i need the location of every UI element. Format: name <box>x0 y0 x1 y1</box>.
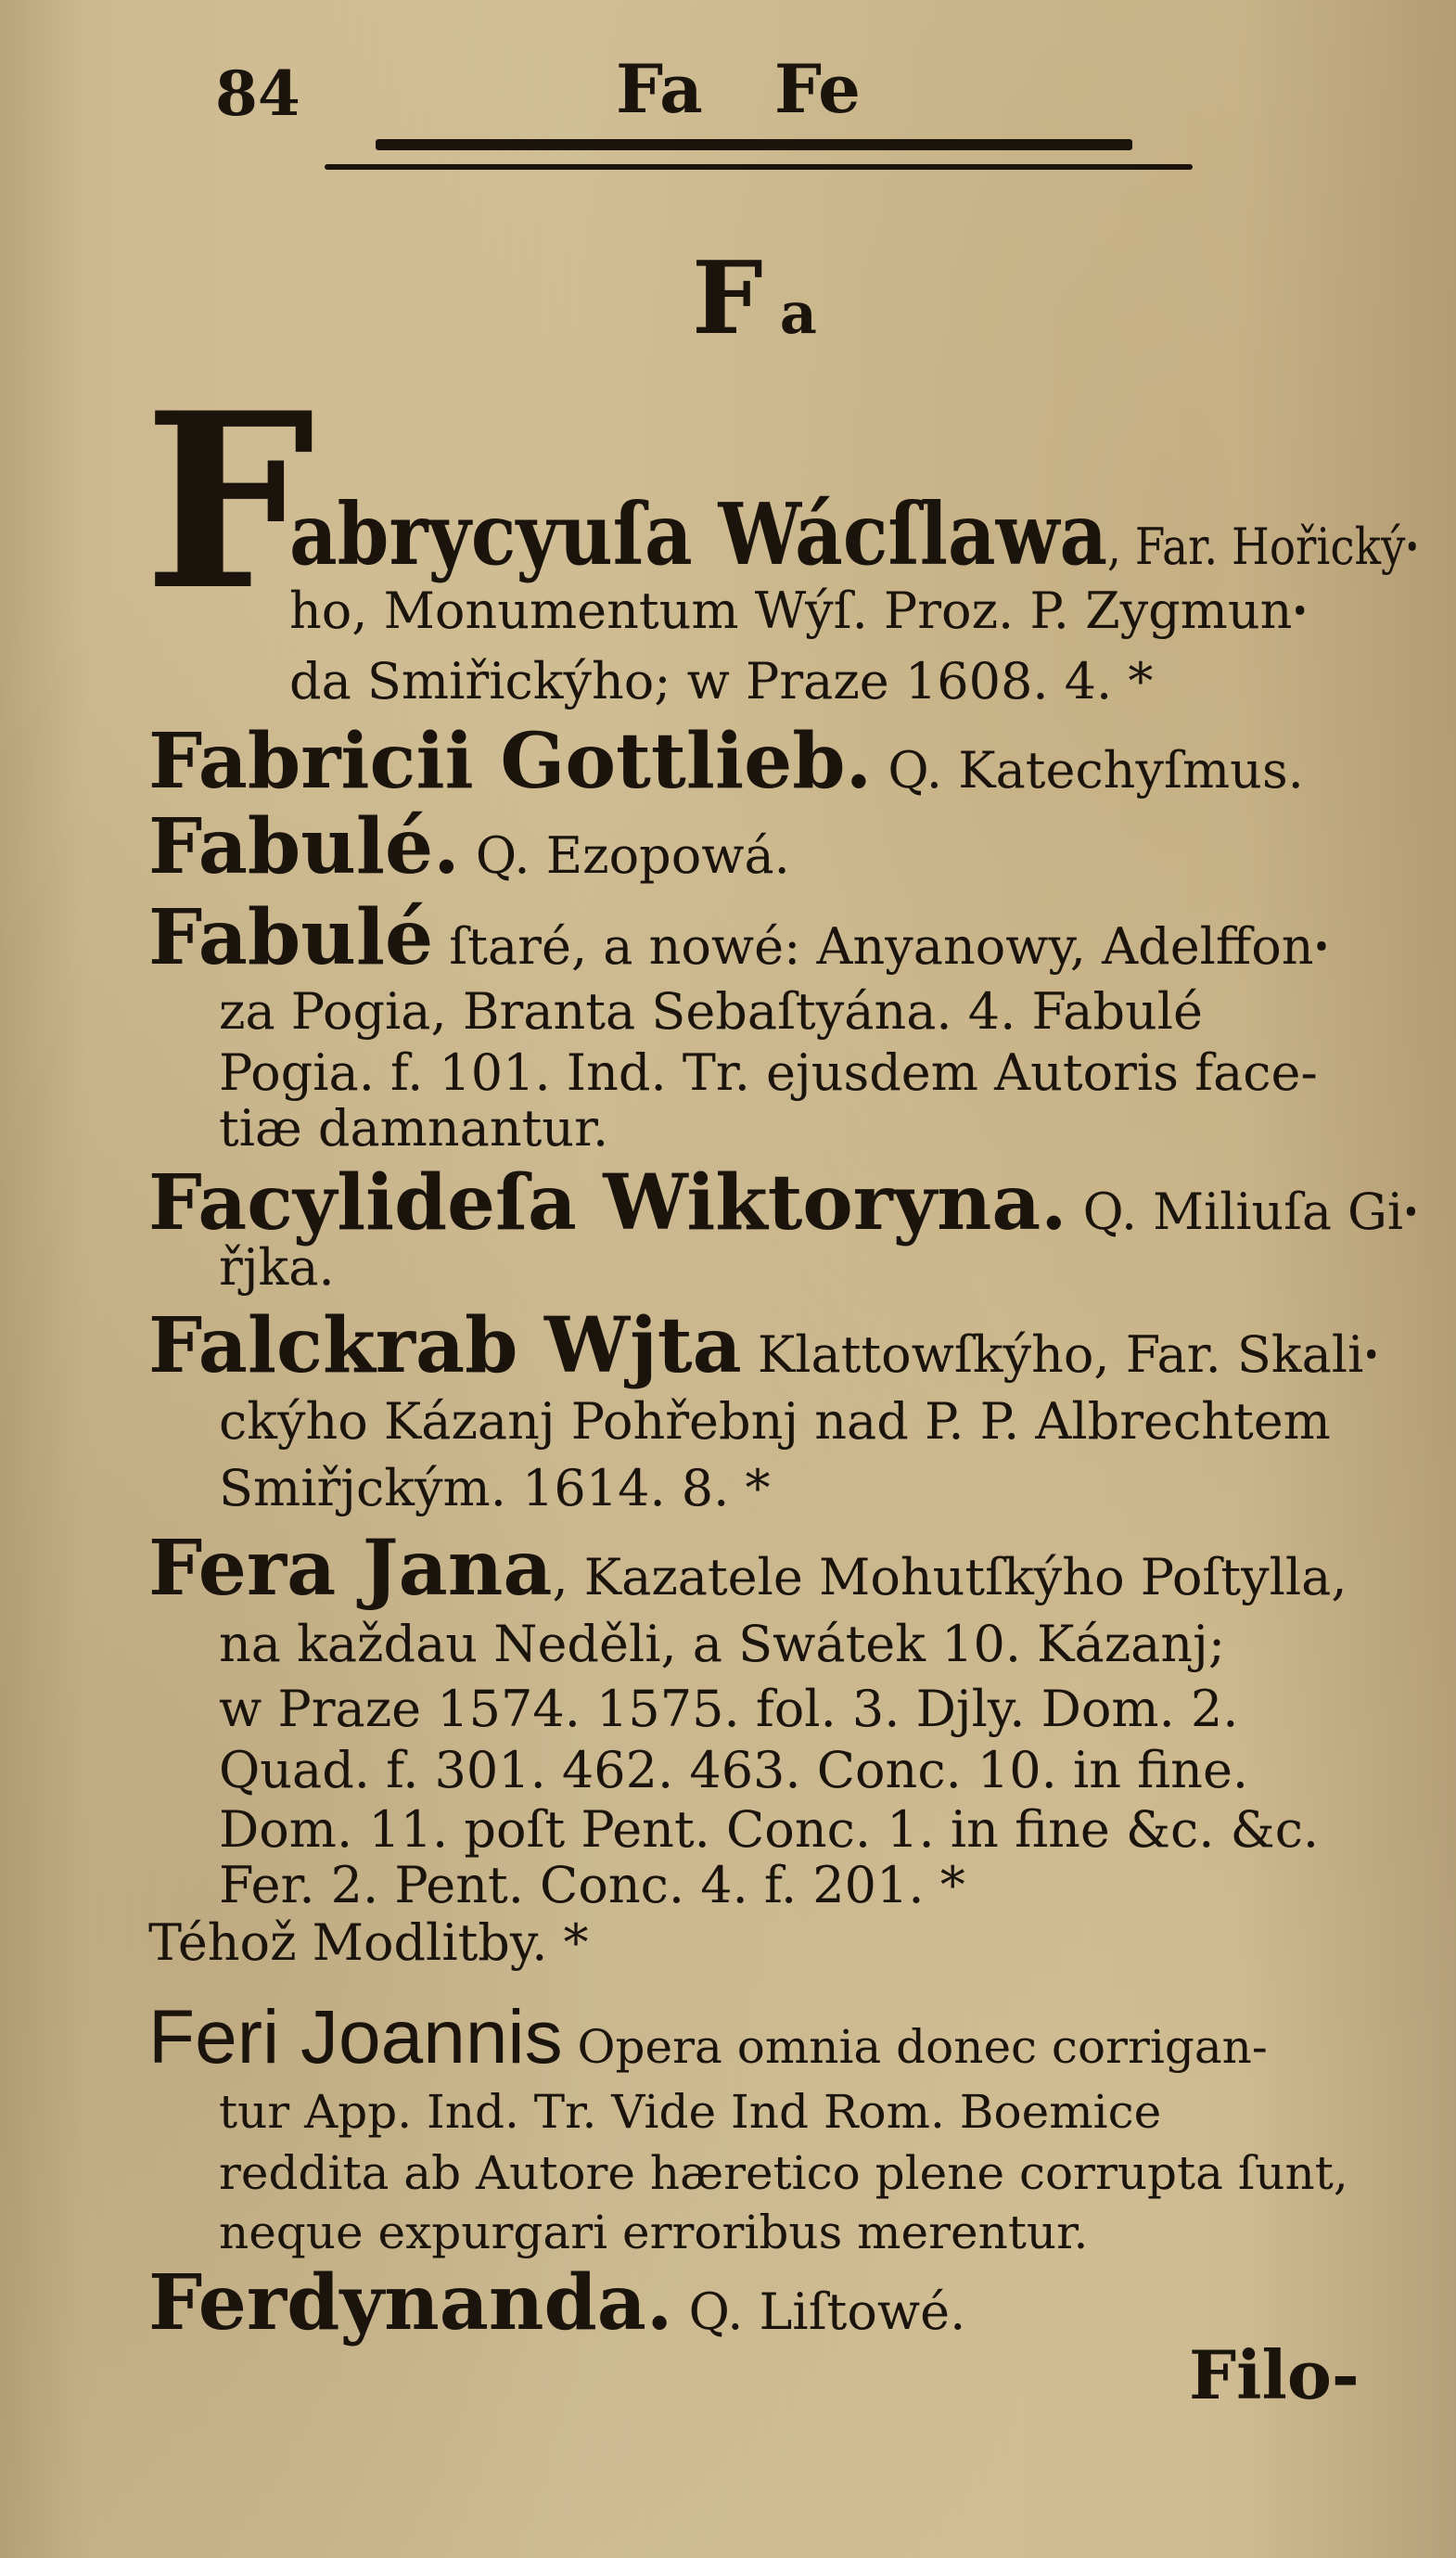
entry-line: Smiřjckým. 1614. 8. * <box>219 1459 771 1517</box>
entry-text: Q. Liſtowé. <box>672 2283 966 2341</box>
entry-line: za Pogia, Branta Sebaſtyána. 4. Fabulé <box>219 982 1204 1041</box>
entry-line <box>148 893 1330 982</box>
entry-headword: Falckrab Wjta <box>148 1301 742 1390</box>
entry-text: , Kazatele Mohutſkýho Poſtylla, <box>552 1548 1347 1606</box>
entry-text: Klattowſkýho, Far. Skaliꞏ <box>741 1325 1380 1384</box>
entry-text: Q. Ezopowá. <box>459 826 790 885</box>
entry-line: w Praze 1574. 1575. fol. 3. Djly. Dom. 2. <box>219 1680 1239 1738</box>
section-heading-letter: F <box>692 240 763 357</box>
entry-line <box>148 1158 1419 1247</box>
entry-text: Q. Katechyſmus. <box>872 741 1304 799</box>
entry-headword: Facylideſa Wiktoryna. <box>148 1158 1067 1247</box>
entry-line <box>148 802 790 891</box>
entry-line: reddita ab Autore hæretico plene corrupta ſunt, <box>219 2146 1348 2200</box>
entry-line: Quad. f. 301. 462. 463. Conc. 10. in fine. <box>219 1741 1249 1799</box>
entry-line <box>148 1524 1347 1613</box>
catchword: Filo- <box>1189 2335 1360 2414</box>
entry-headword: Fabulé. <box>148 802 460 891</box>
entry-line: tiæ damnantur. <box>219 1099 609 1157</box>
entry-text: , Far. Hořickýꞏ <box>1107 518 1419 576</box>
page-number: 84 <box>215 58 300 130</box>
entry-line <box>289 484 1419 584</box>
section-heading-small: a <box>779 279 817 347</box>
drop-cap: F <box>144 361 315 644</box>
entry-headword: Fera Jana <box>148 1524 553 1613</box>
entry-line: Pogia. f. 101. Ind. Tr. ejusdem Autoris face- <box>219 1043 1318 1102</box>
entry-line <box>148 1301 1380 1390</box>
entry-line <box>148 717 1304 806</box>
entry-line: na každau Neděli, a Swátek 10. Kázanj; <box>219 1615 1226 1673</box>
entry-line: řjka. <box>219 1238 335 1297</box>
entry-line: neque expurgari erroribus merentur. <box>219 2206 1089 2259</box>
entry-line: ckýho Kázanj Pohřebnj nad P. P. Albrechtem <box>219 1392 1331 1451</box>
entry-headword: Fabulé <box>148 893 434 982</box>
entry-line <box>148 1995 1268 2079</box>
entry-headword: Feri Joannis <box>148 1995 563 2079</box>
entry-line: Fer. 2. Pent. Conc. 4. f. 201. * <box>219 1856 965 1914</box>
entry-text: ſtaré, a nowé: Anyanowy, Adelffonꞏ <box>433 917 1330 976</box>
running-head-first: Fa <box>616 49 703 128</box>
entry-headword: Ferdynanda. <box>148 2258 673 2347</box>
entry-line: tur App. Ind. Tr. Vide Ind Rom. Boemice <box>219 2085 1162 2139</box>
running-head-last: Fe <box>773 49 861 128</box>
entry-headword: abrycyuſa Wácſlawa <box>289 484 1108 584</box>
entry-line: ho, Monumentum Wýſ. Proz. P. Zygmunꞏ <box>289 582 1309 640</box>
entry-line: Téhož Modlitby. * <box>148 1913 589 1972</box>
entry-text: Opera omnia donec corrigan- <box>562 2020 1268 2074</box>
entry-line <box>148 2258 966 2347</box>
entry-line: Dom. 11. poſt Pent. Conc. 1. in fine &c. &c. <box>219 1800 1320 1859</box>
entry-line: da Smiřickýho; w Praze 1608. 4. * <box>289 652 1154 710</box>
entry-headword: Fabricii Gottlieb. <box>148 717 873 806</box>
entry-text: Q. Miliuſa Giꞏ <box>1066 1183 1419 1241</box>
